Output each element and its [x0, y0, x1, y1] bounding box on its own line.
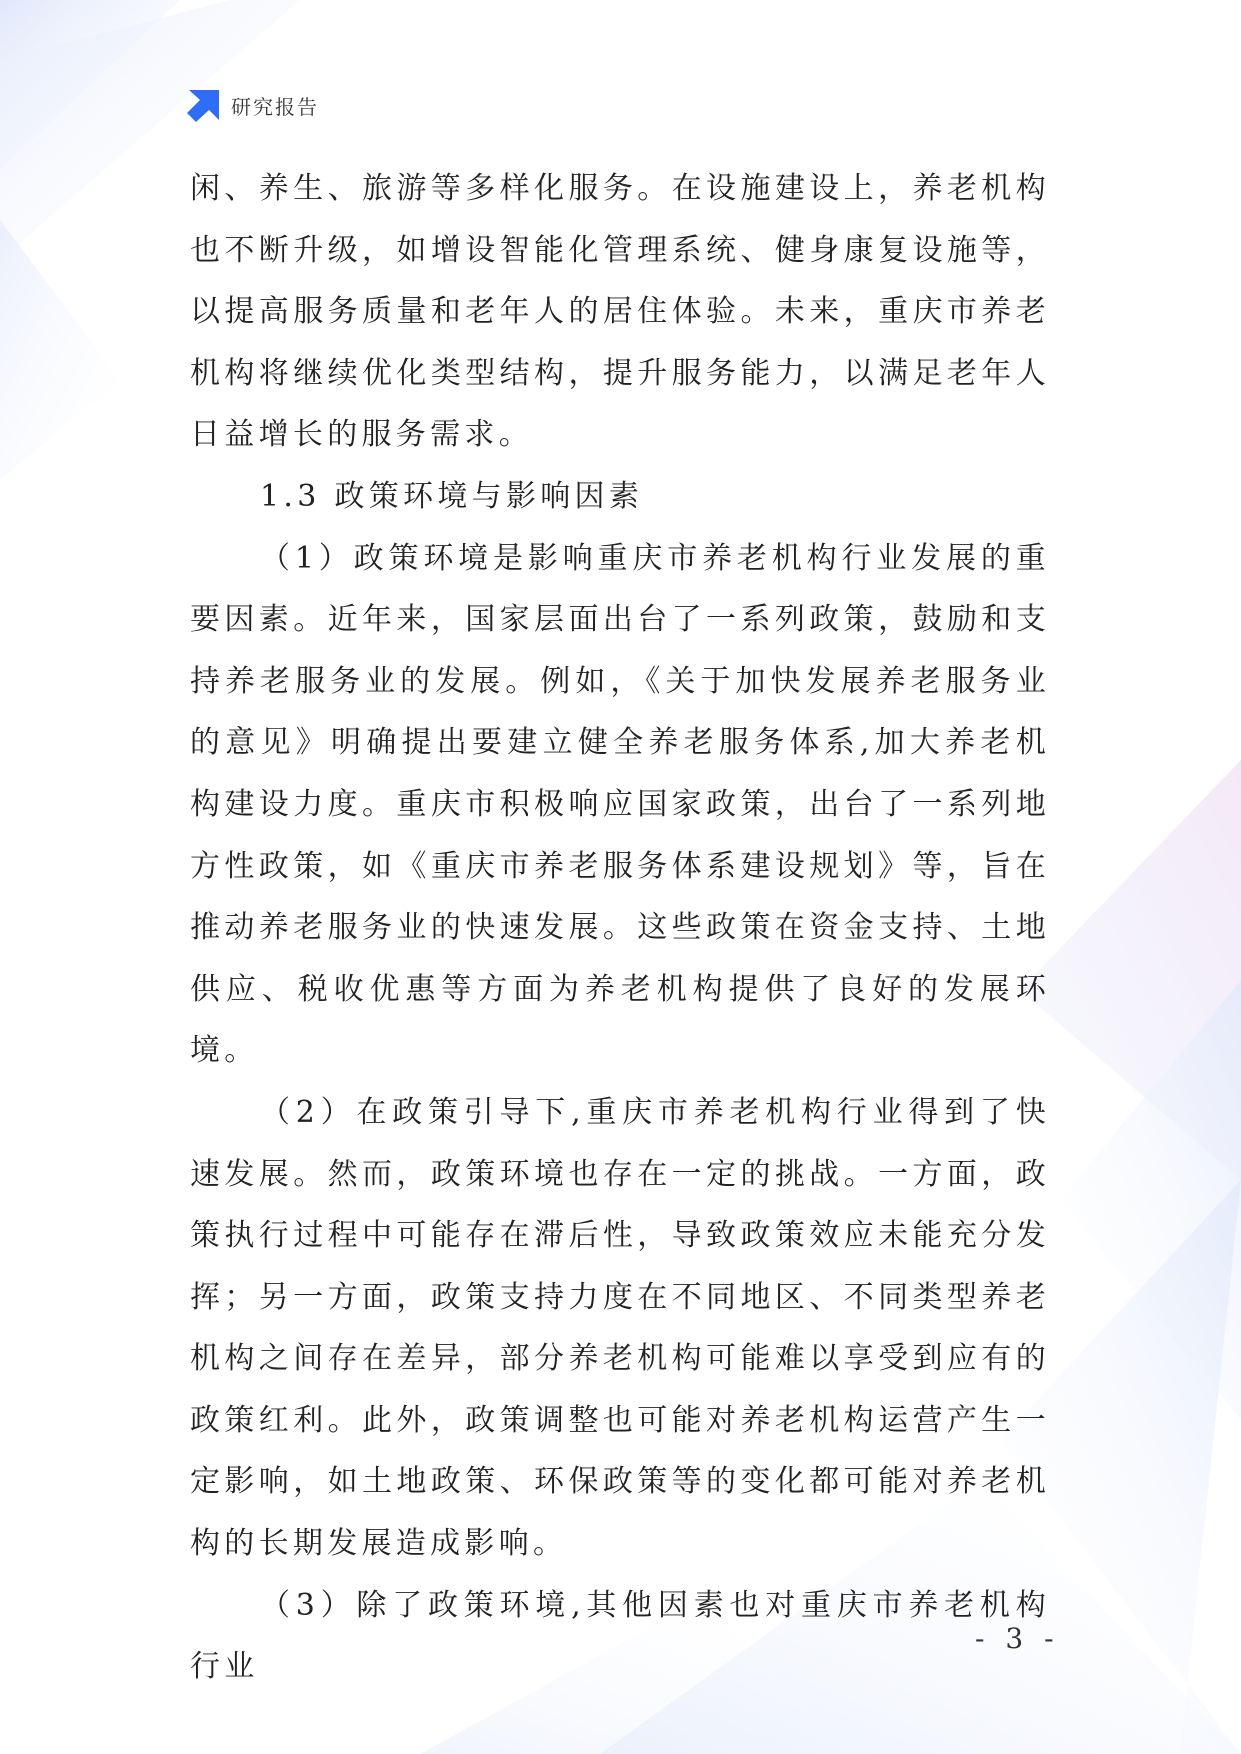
paragraph-policy-2: （2）在政策引导下,重庆市养老机构行业得到了快速发展。然而，政策环境也存在一定的挑战。一方面，政策执行过程中可能存在滞后性，导致政策效应未能充分发挥；另一方面，政策支持力度在不同地区、不同类型养老机构之间存在差异，部分养老机构可能难以享受到应有的政策红利。此外，政策调整也可能对养老机构运营产生一定影响，如土地政策、环保政策等的变化都可能对养老机构的长期发展造成影响。 [190, 1094, 1050, 1562]
paragraph-policy-3: （3）除了政策环境,其他因素也对重庆市养老机构行业 [190, 1587, 1050, 1685]
section-heading: 1.3 政策环境与影响因素 [260, 478, 644, 514]
report-header [187, 88, 319, 122]
paragraph-policy-1: （1）政策环境是影响重庆市养老机构行业发展的重要因素。近年来，国家层面出台了一系列政策，鼓励和支持养老服务业的发展。例如，《关于加快发展养老服务业的意见》明确提出要建立健全养老服务体系,加大养老机构建设力度。重庆市积极响应国家政策，出台了一系列地方性政策，如《重庆市养老服务体系建设规划》等，旨在推动养老服务业的快速发展。这些政策在资金支持、土地供应、税收优惠等方面为养老机构提供了良好的发展环境。 [190, 540, 1050, 1069]
page-number: - 3 - [975, 1622, 1060, 1655]
paragraph-continuation: 闲、养生、旅游等多样化服务。在设施建设上，养老机构也不断升级，如增设智能化管理系统、健身康复设施等，以提高服务质量和老年人的居住体验。未来，重庆市养老机构将继续优化类型结构，提升服务能力，以满足老年人日益增长的服务需求。 [190, 171, 1050, 453]
document-body [190, 158, 1050, 1698]
header-title: 研究报告 [231, 94, 319, 119]
arrow-up-right-icon [187, 88, 221, 122]
